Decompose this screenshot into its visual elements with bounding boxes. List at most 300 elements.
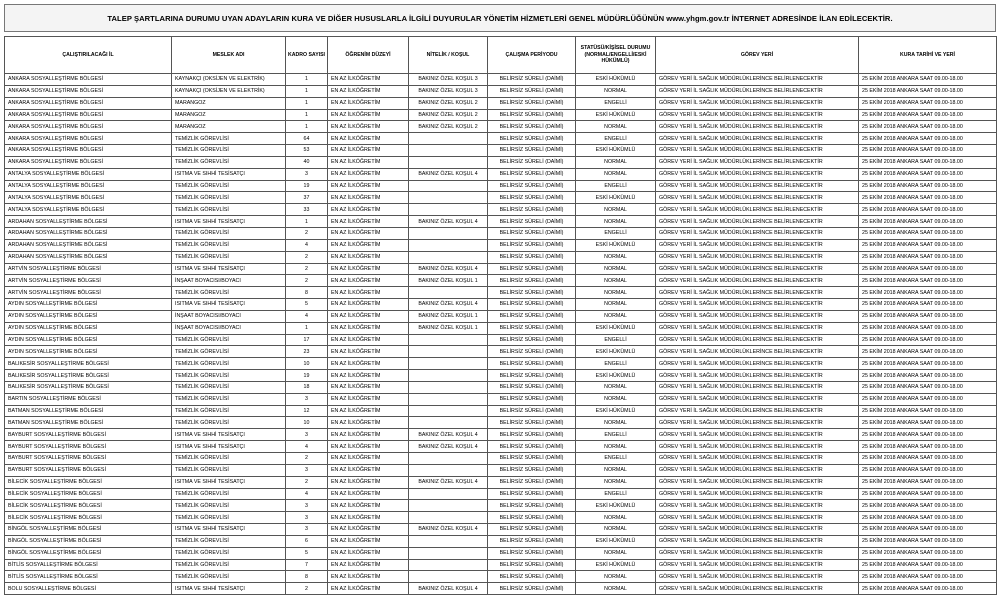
cell-lottery-date: 25 EKİM 2018 ANKARA SAAT 09.00-18.00 [859, 393, 997, 405]
cell-work-period: BELİRSİZ SÜRELİ (DAİMİ) [488, 299, 576, 311]
cell-education: EN AZ İLKÖĞRETİM [328, 310, 409, 322]
cell-education: EN AZ İLKÖĞRETİM [328, 180, 409, 192]
header-work-period: ÇALIŞMA PERİYODU [488, 37, 576, 74]
cell-profession: KAYNAKÇI (OKSİJEN VE ELEKTRİK) [172, 85, 286, 97]
cell-status: ESKİ HÜKÜMLÜ [576, 145, 656, 157]
table-row [5, 405, 997, 417]
cell-profession: TEMİZLİK GÖREVLİSİ [172, 251, 286, 263]
cell-quota: 64 [286, 133, 328, 145]
cell-province: ANTALYA SOSYALLEŞTİRME BÖLGESİ [5, 192, 172, 204]
cell-lottery-date: 25 EKİM 2018 ANKARA SAAT 09.00-18.00 [859, 180, 997, 192]
cell-lottery-date: 25 EKİM 2018 ANKARA SAAT 09.00-18.00 [859, 97, 997, 109]
cell-lottery-date: 25 EKİM 2018 ANKARA SAAT 09.00-18.00 [859, 251, 997, 263]
cell-education: EN AZ İLKÖĞRETİM [328, 358, 409, 370]
cell-work-period: BELİRSİZ SÜRELİ (DAİMİ) [488, 251, 576, 263]
cell-work-period: BELİRSİZ SÜRELİ (DAİMİ) [488, 97, 576, 109]
table-row [5, 97, 997, 109]
cell-lottery-date: 25 EKİM 2018 ANKARA SAAT 09.00-18.00 [859, 405, 997, 417]
cell-qualification [409, 192, 488, 204]
cell-quota: 10 [286, 417, 328, 429]
table-row [5, 500, 997, 512]
table-row [5, 74, 997, 86]
table-row [5, 204, 997, 216]
cell-duty-location: GÖREV YERİ İL SAĞLIK MÜDÜRLÜKLERİNCE BELİRLENECEKTİR [656, 334, 859, 346]
cell-duty-location: GÖREV YERİ İL SAĞLIK MÜDÜRLÜKLERİNCE BELİRLENECEKTİR [656, 192, 859, 204]
cell-work-period: BELİRSİZ SÜRELİ (DAİMİ) [488, 310, 576, 322]
cell-work-period: BELİRSİZ SÜRELİ (DAİMİ) [488, 535, 576, 547]
cell-quota: 3 [286, 512, 328, 524]
header-status: STATÜSÜ/KİŞİSEL DURUMU (NORMAL/ENGELLİ/ESKİ HÜKÜMLÜ) [576, 37, 656, 74]
announcement-table [4, 36, 997, 595]
table-row [5, 85, 997, 97]
cell-duty-location: GÖREV YERİ İL SAĞLIK MÜDÜRLÜKLERİNCE BELİRLENECEKTİR [656, 74, 859, 86]
cell-status: ESKİ HÜKÜMLÜ [576, 74, 656, 86]
cell-lottery-date: 25 EKİM 2018 ANKARA SAAT 09.00-18.00 [859, 583, 997, 595]
cell-profession: TEMİZLİK GÖREVLİSİ [172, 192, 286, 204]
table-row [5, 417, 997, 429]
cell-work-period: BELİRSİZ SÜRELİ (DAİMİ) [488, 322, 576, 334]
table-row [5, 559, 997, 571]
cell-work-period: BELİRSİZ SÜRELİ (DAİMİ) [488, 204, 576, 216]
cell-qualification [409, 547, 488, 559]
cell-profession: TEMİZLİK GÖREVLİSİ [172, 133, 286, 145]
cell-work-period: BELİRSİZ SÜRELİ (DAİMİ) [488, 216, 576, 228]
cell-quota: 3 [286, 464, 328, 476]
cell-work-period: BELİRSİZ SÜRELİ (DAİMİ) [488, 405, 576, 417]
cell-quota: 37 [286, 192, 328, 204]
cell-quota: 2 [286, 453, 328, 465]
cell-status: NORMAL [576, 524, 656, 536]
table-row [5, 429, 997, 441]
cell-education: EN AZ İLKÖĞRETİM [328, 476, 409, 488]
cell-education: EN AZ İLKÖĞRETİM [328, 156, 409, 168]
cell-education: EN AZ İLKÖĞRETİM [328, 547, 409, 559]
cell-province: AYDIN SOSYALLEŞTİRME BÖLGESİ [5, 310, 172, 322]
cell-qualification: BAKINIZ ÖZEL KOŞUL 2 [409, 121, 488, 133]
cell-work-period: BELİRSİZ SÜRELİ (DAİMİ) [488, 85, 576, 97]
cell-qualification: BAKINIZ ÖZEL KOŞUL 1 [409, 310, 488, 322]
cell-province: BİLECİK SOSYALLEŞTİRME BÖLGESİ [5, 512, 172, 524]
cell-profession: MARANGOZ [172, 97, 286, 109]
cell-province: ANKARA SOSYALLEŞTİRME BÖLGESİ [5, 97, 172, 109]
cell-lottery-date: 25 EKİM 2018 ANKARA SAAT 09.00-18.00 [859, 299, 997, 311]
cell-education: EN AZ İLKÖĞRETİM [328, 192, 409, 204]
cell-qualification [409, 180, 488, 192]
cell-education: EN AZ İLKÖĞRETİM [328, 524, 409, 536]
cell-status: NORMAL [576, 85, 656, 97]
table-row [5, 275, 997, 287]
cell-qualification [409, 559, 488, 571]
cell-work-period: BELİRSİZ SÜRELİ (DAİMİ) [488, 287, 576, 299]
cell-province: BİNGÖL SOSYALLEŞTİRME BÖLGESİ [5, 524, 172, 536]
cell-quota: 1 [286, 85, 328, 97]
cell-province: AYDIN SOSYALLEŞTİRME BÖLGESİ [5, 334, 172, 346]
cell-status: ESKİ HÜKÜMLÜ [576, 322, 656, 334]
cell-qualification: BAKINIZ ÖZEL KOŞUL 4 [409, 168, 488, 180]
cell-status: NORMAL [576, 441, 656, 453]
cell-status: NORMAL [576, 287, 656, 299]
cell-qualification: BAKINIZ ÖZEL KOŞUL 4 [409, 441, 488, 453]
cell-duty-location: GÖREV YERİ İL SAĞLIK MÜDÜRLÜKLERİNCE BELİRLENECEKTİR [656, 370, 859, 382]
cell-qualification [409, 393, 488, 405]
cell-education: EN AZ İLKÖĞRETİM [328, 429, 409, 441]
cell-qualification: BAKINIZ ÖZEL KOŞUL 1 [409, 275, 488, 287]
cell-status: ESKİ HÜKÜMLÜ [576, 405, 656, 417]
cell-province: BİNGÖL SOSYALLEŞTİRME BÖLGESİ [5, 547, 172, 559]
cell-duty-location: GÖREV YERİ İL SAĞLIK MÜDÜRLÜKLERİNCE BELİRLENECEKTİR [656, 109, 859, 121]
cell-lottery-date: 25 EKİM 2018 ANKARA SAAT 09.00-18.00 [859, 239, 997, 251]
cell-province: BAYBURT SOSYALLEŞTİRME BÖLGESİ [5, 453, 172, 465]
cell-duty-location: GÖREV YERİ İL SAĞLIK MÜDÜRLÜKLERİNCE BELİRLENECEKTİR [656, 263, 859, 275]
table-row [5, 393, 997, 405]
cell-province: BAYBURT SOSYALLEŞTİRME BÖLGESİ [5, 464, 172, 476]
cell-quota: 2 [286, 275, 328, 287]
cell-profession: ISITMA VE SIHHİ TESİSATÇI [172, 263, 286, 275]
cell-status: ESKİ HÜKÜMLÜ [576, 500, 656, 512]
cell-status: ESKİ HÜKÜMLÜ [576, 109, 656, 121]
cell-education: EN AZ İLKÖĞRETİM [328, 488, 409, 500]
cell-work-period: BELİRSİZ SÜRELİ (DAİMİ) [488, 358, 576, 370]
cell-province: ARDAHAN SOSYALLEŞTİRME BÖLGESİ [5, 251, 172, 263]
cell-education: EN AZ İLKÖĞRETİM [328, 251, 409, 263]
cell-lottery-date: 25 EKİM 2018 ANKARA SAAT 09.00-18.00 [859, 168, 997, 180]
cell-quota: 3 [286, 168, 328, 180]
cell-duty-location: GÖREV YERİ İL SAĞLIK MÜDÜRLÜKLERİNCE BELİRLENECEKTİR [656, 251, 859, 263]
cell-qualification [409, 239, 488, 251]
cell-quota: 12 [286, 405, 328, 417]
cell-duty-location: GÖREV YERİ İL SAĞLIK MÜDÜRLÜKLERİNCE BELİRLENECEKTİR [656, 121, 859, 133]
cell-duty-location: GÖREV YERİ İL SAĞLIK MÜDÜRLÜKLERİNCE BELİRLENECEKTİR [656, 275, 859, 287]
cell-work-period: BELİRSİZ SÜRELİ (DAİMİ) [488, 263, 576, 275]
cell-work-period: BELİRSİZ SÜRELİ (DAİMİ) [488, 559, 576, 571]
cell-work-period: BELİRSİZ SÜRELİ (DAİMİ) [488, 441, 576, 453]
cell-qualification [409, 358, 488, 370]
table-row [5, 216, 997, 228]
cell-work-period: BELİRSİZ SÜRELİ (DAİMİ) [488, 429, 576, 441]
table-row [5, 583, 997, 595]
cell-lottery-date: 25 EKİM 2018 ANKARA SAAT 09.00-18.00 [859, 476, 997, 488]
cell-province: BİTLİS SOSYALLEŞTİRME BÖLGESİ [5, 559, 172, 571]
cell-profession: TEMİZLİK GÖREVLİSİ [172, 488, 286, 500]
cell-profession: TEMİZLİK GÖREVLİSİ [172, 453, 286, 465]
table-body [5, 74, 997, 595]
cell-status: ENGELLİ [576, 133, 656, 145]
cell-education: EN AZ İLKÖĞRETİM [328, 299, 409, 311]
cell-education: EN AZ İLKÖĞRETİM [328, 346, 409, 358]
cell-work-period: BELİRSİZ SÜRELİ (DAİMİ) [488, 393, 576, 405]
cell-work-period: BELİRSİZ SÜRELİ (DAİMİ) [488, 417, 576, 429]
table-row [5, 476, 997, 488]
cell-duty-location: GÖREV YERİ İL SAĞLIK MÜDÜRLÜKLERİNCE BELİRLENECEKTİR [656, 239, 859, 251]
cell-duty-location: GÖREV YERİ İL SAĞLIK MÜDÜRLÜKLERİNCE BELİRLENECEKTİR [656, 417, 859, 429]
cell-qualification [409, 500, 488, 512]
cell-qualification [409, 251, 488, 263]
cell-work-period: BELİRSİZ SÜRELİ (DAİMİ) [488, 192, 576, 204]
cell-work-period: BELİRSİZ SÜRELİ (DAİMİ) [488, 109, 576, 121]
cell-education: EN AZ İLKÖĞRETİM [328, 322, 409, 334]
cell-quota: 4 [286, 239, 328, 251]
cell-status: ENGELLİ [576, 334, 656, 346]
cell-quota: 2 [286, 476, 328, 488]
cell-work-period: BELİRSİZ SÜRELİ (DAİMİ) [488, 334, 576, 346]
cell-quota: 3 [286, 393, 328, 405]
cell-work-period: BELİRSİZ SÜRELİ (DAİMİ) [488, 524, 576, 536]
cell-province: ANKARA SOSYALLEŞTİRME BÖLGESİ [5, 156, 172, 168]
cell-status: NORMAL [576, 417, 656, 429]
cell-province: AYDIN SOSYALLEŞTİRME BÖLGESİ [5, 322, 172, 334]
cell-qualification: BAKINIZ ÖZEL KOŞUL 4 [409, 429, 488, 441]
cell-province: BİNGÖL SOSYALLEŞTİRME BÖLGESİ [5, 535, 172, 547]
cell-lottery-date: 25 EKİM 2018 ANKARA SAAT 09.00-18.00 [859, 192, 997, 204]
cell-quota: 6 [286, 535, 328, 547]
cell-status: ESKİ HÜKÜMLÜ [576, 559, 656, 571]
cell-duty-location: GÖREV YERİ İL SAĞLIK MÜDÜRLÜKLERİNCE BELİRLENECEKTİR [656, 393, 859, 405]
cell-qualification [409, 334, 488, 346]
table-row [5, 334, 997, 346]
table-row [5, 464, 997, 476]
cell-status: NORMAL [576, 310, 656, 322]
cell-lottery-date: 25 EKİM 2018 ANKARA SAAT 09.00-18.00 [859, 417, 997, 429]
cell-lottery-date: 25 EKİM 2018 ANKARA SAAT 09.00-18.00 [859, 464, 997, 476]
cell-duty-location: GÖREV YERİ İL SAĞLIK MÜDÜRLÜKLERİNCE BELİRLENECEKTİR [656, 358, 859, 370]
cell-province: BİLECİK SOSYALLEŞTİRME BÖLGESİ [5, 488, 172, 500]
cell-duty-location: GÖREV YERİ İL SAĞLIK MÜDÜRLÜKLERİNCE BELİRLENECEKTİR [656, 441, 859, 453]
cell-qualification [409, 156, 488, 168]
cell-status: ENGELLİ [576, 429, 656, 441]
cell-qualification [409, 417, 488, 429]
cell-status: NORMAL [576, 512, 656, 524]
cell-status: NORMAL [576, 121, 656, 133]
table-row [5, 287, 997, 299]
cell-qualification [409, 204, 488, 216]
cell-duty-location: GÖREV YERİ İL SAĞLIK MÜDÜRLÜKLERİNCE BELİRLENECEKTİR [656, 488, 859, 500]
cell-status: NORMAL [576, 393, 656, 405]
page-title: TALEP ŞARTLARINA DURUMU UYAN ADAYLARIN KURA VE DİĞER HUSUSLARLA İLGİLİ DUYURULAR YÖNETİM HİZMETLERİ GENEL MÜDÜRLÜĞÜNÜN www.yhgm.gov.tr İNTERNET ADRESİNDE İLAN EDİLECEKTİR. [4, 4, 996, 32]
cell-work-period: BELİRSİZ SÜRELİ (DAİMİ) [488, 145, 576, 157]
cell-qualification [409, 464, 488, 476]
cell-work-period: BELİRSİZ SÜRELİ (DAİMİ) [488, 381, 576, 393]
cell-education: EN AZ İLKÖĞRETİM [328, 559, 409, 571]
cell-qualification [409, 133, 488, 145]
cell-education: EN AZ İLKÖĞRETİM [328, 370, 409, 382]
cell-duty-location: GÖREV YERİ İL SAĞLIK MÜDÜRLÜKLERİNCE BELİRLENECEKTİR [656, 156, 859, 168]
cell-work-period: BELİRSİZ SÜRELİ (DAİMİ) [488, 571, 576, 583]
cell-work-period: BELİRSİZ SÜRELİ (DAİMİ) [488, 156, 576, 168]
cell-profession: ISITMA VE SIHHİ TESİSATÇI [172, 168, 286, 180]
cell-lottery-date: 25 EKİM 2018 ANKARA SAAT 09.00-18.00 [859, 441, 997, 453]
cell-qualification [409, 512, 488, 524]
cell-work-period: BELİRSİZ SÜRELİ (DAİMİ) [488, 133, 576, 145]
cell-quota: 1 [286, 216, 328, 228]
cell-duty-location: GÖREV YERİ İL SAĞLIK MÜDÜRLÜKLERİNCE BELİRLENECEKTİR [656, 227, 859, 239]
cell-lottery-date: 25 EKİM 2018 ANKARA SAAT 09.00-18.00 [859, 109, 997, 121]
table-row [5, 121, 997, 133]
cell-qualification [409, 370, 488, 382]
cell-profession: MARANGOZ [172, 121, 286, 133]
cell-status: ENGELLİ [576, 358, 656, 370]
cell-quota: 3 [286, 524, 328, 536]
table-row [5, 512, 997, 524]
header-profession: MESLEK ADI [172, 37, 286, 74]
cell-duty-location: GÖREV YERİ İL SAĞLIK MÜDÜRLÜKLERİNCE BELİRLENECEKTİR [656, 299, 859, 311]
cell-profession: TEMİZLİK GÖREVLİSİ [172, 180, 286, 192]
cell-status: NORMAL [576, 275, 656, 287]
cell-province: ARTVİN SOSYALLEŞTİRME BÖLGESİ [5, 287, 172, 299]
cell-education: EN AZ İLKÖĞRETİM [328, 381, 409, 393]
table-row [5, 251, 997, 263]
cell-duty-location: GÖREV YERİ İL SAĞLIK MÜDÜRLÜKLERİNCE BELİRLENECEKTİR [656, 310, 859, 322]
cell-quota: 19 [286, 370, 328, 382]
cell-profession: TEMİZLİK GÖREVLİSİ [172, 559, 286, 571]
cell-duty-location: GÖREV YERİ İL SAĞLIK MÜDÜRLÜKLERİNCE BELİRLENECEKTİR [656, 524, 859, 536]
table-row [5, 239, 997, 251]
table-row [5, 370, 997, 382]
cell-quota: 3 [286, 500, 328, 512]
table-row [5, 109, 997, 121]
cell-profession: İNŞAAT BOYACISI/BOYACI [172, 322, 286, 334]
cell-lottery-date: 25 EKİM 2018 ANKARA SAAT 09.00-18.00 [859, 524, 997, 536]
cell-quota: 53 [286, 145, 328, 157]
cell-qualification [409, 453, 488, 465]
cell-profession: TEMİZLİK GÖREVLİSİ [172, 393, 286, 405]
cell-duty-location: GÖREV YERİ İL SAĞLIK MÜDÜRLÜKLERİNCE BELİRLENECEKTİR [656, 476, 859, 488]
table-row [5, 156, 997, 168]
cell-duty-location: GÖREV YERİ İL SAĞLIK MÜDÜRLÜKLERİNCE BELİRLENECEKTİR [656, 464, 859, 476]
cell-education: EN AZ İLKÖĞRETİM [328, 168, 409, 180]
cell-work-period: BELİRSİZ SÜRELİ (DAİMİ) [488, 180, 576, 192]
table-row [5, 381, 997, 393]
cell-province: ARTVİN SOSYALLEŞTİRME BÖLGESİ [5, 263, 172, 275]
table-row [5, 524, 997, 536]
cell-quota: 10 [286, 358, 328, 370]
header-qualification: NİTELİK / KOŞUL [409, 37, 488, 74]
header-education: ÖĞRENİM DÜZEYİ [328, 37, 409, 74]
cell-quota: 3 [286, 429, 328, 441]
cell-work-period: BELİRSİZ SÜRELİ (DAİMİ) [488, 583, 576, 595]
cell-qualification: BAKINIZ ÖZEL KOŞUL 4 [409, 583, 488, 595]
cell-qualification [409, 488, 488, 500]
cell-duty-location: GÖREV YERİ İL SAĞLIK MÜDÜRLÜKLERİNCE BELİRLENECEKTİR [656, 547, 859, 559]
cell-status: NORMAL [576, 476, 656, 488]
cell-province: ANTALYA SOSYALLEŞTİRME BÖLGESİ [5, 180, 172, 192]
cell-lottery-date: 25 EKİM 2018 ANKARA SAAT 09.00-18.00 [859, 204, 997, 216]
cell-province: BALIKESİR SOSYALLEŞTİRME BÖLGESİ [5, 358, 172, 370]
cell-education: EN AZ İLKÖĞRETİM [328, 441, 409, 453]
cell-qualification: BAKINIZ ÖZEL KOŞUL 4 [409, 476, 488, 488]
cell-profession: TEMİZLİK GÖREVLİSİ [172, 500, 286, 512]
cell-education: EN AZ İLKÖĞRETİM [328, 85, 409, 97]
table-row [5, 299, 997, 311]
cell-lottery-date: 25 EKİM 2018 ANKARA SAAT 09.00-18.00 [859, 453, 997, 465]
cell-work-period: BELİRSİZ SÜRELİ (DAİMİ) [488, 488, 576, 500]
cell-education: EN AZ İLKÖĞRETİM [328, 97, 409, 109]
cell-duty-location: GÖREV YERİ İL SAĞLIK MÜDÜRLÜKLERİNCE BELİRLENECEKTİR [656, 571, 859, 583]
table-row [5, 145, 997, 157]
cell-lottery-date: 25 EKİM 2018 ANKARA SAAT 09.00-18.00 [859, 216, 997, 228]
cell-lottery-date: 25 EKİM 2018 ANKARA SAAT 09.00-18.00 [859, 500, 997, 512]
cell-quota: 1 [286, 109, 328, 121]
table-row [5, 180, 997, 192]
cell-duty-location: GÖREV YERİ İL SAĞLIK MÜDÜRLÜKLERİNCE BELİRLENECEKTİR [656, 500, 859, 512]
cell-lottery-date: 25 EKİM 2018 ANKARA SAAT 09.00-18.00 [859, 310, 997, 322]
cell-province: BAYBURT SOSYALLEŞTİRME BÖLGESİ [5, 441, 172, 453]
cell-qualification [409, 346, 488, 358]
cell-quota: 8 [286, 287, 328, 299]
cell-lottery-date: 25 EKİM 2018 ANKARA SAAT 09.00-18.00 [859, 156, 997, 168]
cell-province: BALIKESİR SOSYALLEŞTİRME BÖLGESİ [5, 370, 172, 382]
cell-lottery-date: 25 EKİM 2018 ANKARA SAAT 09.00-18.00 [859, 370, 997, 382]
cell-lottery-date: 25 EKİM 2018 ANKARA SAAT 09.00-18.00 [859, 121, 997, 133]
cell-quota: 1 [286, 121, 328, 133]
cell-status: NORMAL [576, 251, 656, 263]
cell-profession: ISITMA VE SIHHİ TESİSATÇI [172, 524, 286, 536]
cell-province: BİLECİK SOSYALLEŞTİRME BÖLGESİ [5, 500, 172, 512]
cell-province: ANKARA SOSYALLEŞTİRME BÖLGESİ [5, 145, 172, 157]
cell-education: EN AZ İLKÖĞRETİM [328, 239, 409, 251]
cell-lottery-date: 25 EKİM 2018 ANKARA SAAT 09.00-18.00 [859, 381, 997, 393]
cell-education: EN AZ İLKÖĞRETİM [328, 121, 409, 133]
cell-profession: İNŞAAT BOYACISI/BOYACI [172, 275, 286, 287]
cell-work-period: BELİRSİZ SÜRELİ (DAİMİ) [488, 74, 576, 86]
cell-profession: TEMİZLİK GÖREVLİSİ [172, 464, 286, 476]
cell-qualification: BAKINIZ ÖZEL KOŞUL 4 [409, 299, 488, 311]
cell-lottery-date: 25 EKİM 2018 ANKARA SAAT 09.00-18.00 [859, 346, 997, 358]
cell-province: ANKARA SOSYALLEŞTİRME BÖLGESİ [5, 121, 172, 133]
cell-work-period: BELİRSİZ SÜRELİ (DAİMİ) [488, 168, 576, 180]
cell-work-period: BELİRSİZ SÜRELİ (DAİMİ) [488, 512, 576, 524]
cell-qualification: BAKINIZ ÖZEL KOŞUL 4 [409, 524, 488, 536]
cell-quota: 1 [286, 97, 328, 109]
cell-education: EN AZ İLKÖĞRETİM [328, 535, 409, 547]
cell-profession: TEMİZLİK GÖREVLİSİ [172, 381, 286, 393]
cell-duty-location: GÖREV YERİ İL SAĞLIK MÜDÜRLÜKLERİNCE BELİRLENECEKTİR [656, 559, 859, 571]
cell-profession: TEMİZLİK GÖREVLİSİ [172, 145, 286, 157]
cell-province: BAYBURT SOSYALLEŞTİRME BÖLGESİ [5, 429, 172, 441]
cell-profession: MARANGOZ [172, 109, 286, 121]
cell-profession: TEMİZLİK GÖREVLİSİ [172, 571, 286, 583]
cell-education: EN AZ İLKÖĞRETİM [328, 145, 409, 157]
cell-education: EN AZ İLKÖĞRETİM [328, 393, 409, 405]
cell-profession: TEMİZLİK GÖREVLİSİ [172, 334, 286, 346]
cell-province: BATMAN SOSYALLEŞTİRME BÖLGESİ [5, 405, 172, 417]
cell-profession: TEMİZLİK GÖREVLİSİ [172, 535, 286, 547]
table-header-row [5, 37, 997, 74]
cell-quota: 33 [286, 204, 328, 216]
cell-education: EN AZ İLKÖĞRETİM [328, 216, 409, 228]
cell-quota: 1 [286, 74, 328, 86]
cell-profession: ISITMA VE SIHHİ TESİSATÇI [172, 216, 286, 228]
cell-duty-location: GÖREV YERİ İL SAĞLIK MÜDÜRLÜKLERİNCE BELİRLENECEKTİR [656, 204, 859, 216]
cell-lottery-date: 25 EKİM 2018 ANKARA SAAT 09.00-18.00 [859, 287, 997, 299]
cell-profession: TEMİZLİK GÖREVLİSİ [172, 358, 286, 370]
cell-province: ARTVİN SOSYALLEŞTİRME BÖLGESİ [5, 275, 172, 287]
table-row [5, 322, 997, 334]
cell-profession: TEMİZLİK GÖREVLİSİ [172, 512, 286, 524]
cell-education: EN AZ İLKÖĞRETİM [328, 204, 409, 216]
cell-lottery-date: 25 EKİM 2018 ANKARA SAAT 09.00-18.00 [859, 275, 997, 287]
cell-quota: 2 [286, 227, 328, 239]
cell-profession: TEMİZLİK GÖREVLİSİ [172, 239, 286, 251]
cell-qualification [409, 227, 488, 239]
cell-quota: 4 [286, 488, 328, 500]
cell-education: EN AZ İLKÖĞRETİM [328, 583, 409, 595]
cell-province: ANKARA SOSYALLEŞTİRME BÖLGESİ [5, 85, 172, 97]
cell-quota: 19 [286, 180, 328, 192]
cell-profession: TEMİZLİK GÖREVLİSİ [172, 370, 286, 382]
cell-profession: TEMİZLİK GÖREVLİSİ [172, 547, 286, 559]
cell-province: BARTIN SOSYALLEŞTİRME BÖLGESİ [5, 393, 172, 405]
cell-status: NORMAL [576, 216, 656, 228]
